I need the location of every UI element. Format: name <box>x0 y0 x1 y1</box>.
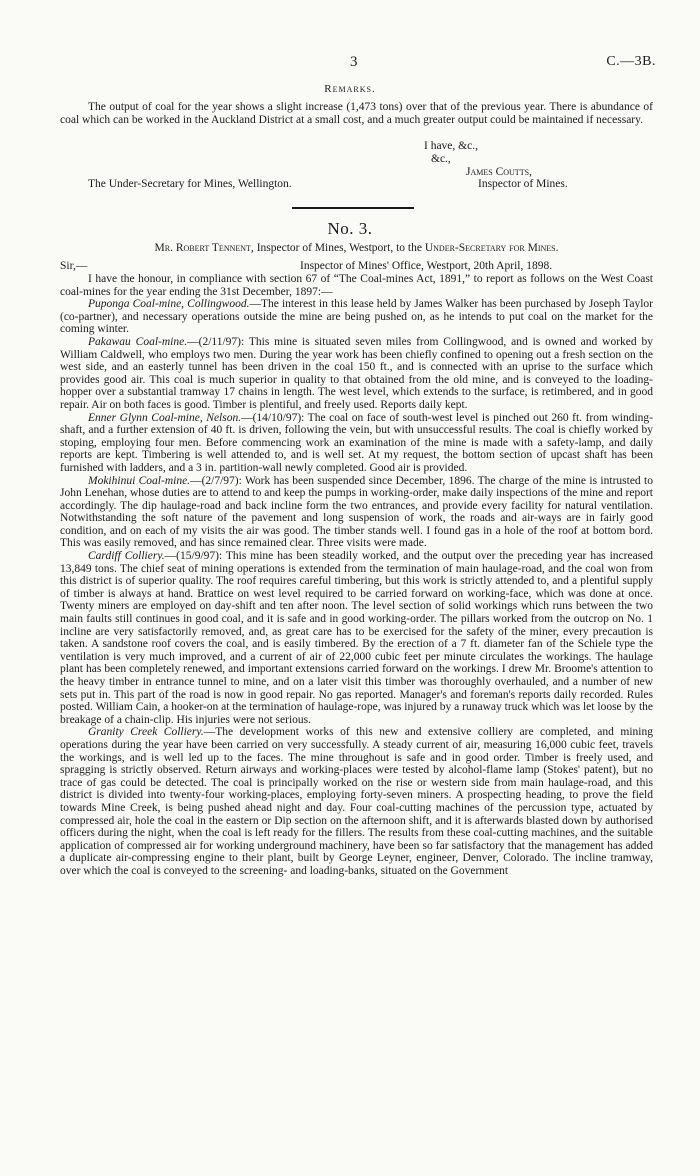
mine-text: —(2/7/97): Work has been suspended since December, 1896. The charge of the mine is intrusted to John Lenehan, whose duties are to attend to and keep the pumps in working-order, make daily inspections of the mine and report accordingly. The dip haulage-road and back incline form the two entrances, and provide every facility for natural ventilation. Notwithstanding the soft nature of the pavement and long suspension of work, the roads and air-ways are in fairly good condition, and on each of my visits the air was good. The timber stands well. I found gas in a hole of the roof at bottom bord. This was easily removed, and has since remained clear. Three visits were made. <box>60 474 653 550</box>
page-number: 3 <box>350 54 358 70</box>
mine-paragraph <box>60 475 653 551</box>
mine-name: Pakawau Coal-mine. <box>88 335 188 348</box>
mine-text: —The development works of this new and extensive colliery are completed, and mining operations during the year have been carried on very successfully. A steady current of air, measuring 16,000 cubic feet, travels the workings, and is well led up to the faces. The mine throughout is safe and in good order. Timber is freely used, and spragging is strictly observed. Return airways and working-places were tested by alcohol-flame lamp (Stokes' patent), but no trace of gas could be detected. The coal is principally worked on the rise or western side from main haulage-road, and this district is divided into twenty-four working-places, employing forty-seven miners. A prospecting heading, to prove the field towards Mine Creek, is being pushed ahead night and day. Four coal-cutting machines of the percussion type, actuated by compressed air, hole the coal in the eastern or Dip section on the afternoon shift, and it is afterwards blasted down by authorised officers during the night, when the coal is left ready for the fillers. The results from these coal-cutting machines, and the suitable application of compressed air for working underground machinery, have been so far satisfactory that the management has added a duplicate air-compressing engine to their plant, built by George Leyner, engineer, Denver, Colorado. The incline tramway, over which the coal is conveyed to the screening- and loading-banks, situated on the Government <box>60 726 653 877</box>
mine-text: —The interest in this lease held by James Walker has been purchased by Joseph Taylor (co-partner), and necessary operations outside the mine are being pushed on, as he intends to put coal on the market for the coming winter. <box>60 298 653 336</box>
mine-paragraph <box>60 298 653 336</box>
remarks-paragraph: The output of coal for the year shows a slight increase (1,473 tons) over that of the previous year. There is abundance of coal which can be worked in the Auckland District at a small cost, and a much greater output could be maintained if necessary. <box>60 101 653 126</box>
report-intro: I have the honour, in compliance with section 67 of “The Coal-mines Act, 1891,” to report as follows on the West Coast coal-mines for the year ending the 31st December, 1897:— <box>60 273 653 298</box>
addressee: The Under-Secretary for Mines, Wellington. <box>88 178 292 190</box>
from-rest: Inspector of Mines, Westport, to the <box>253 242 425 254</box>
salutation: Sir,— <box>60 260 88 272</box>
mine-name: Enner Glynn Coal-mine, Nelson. <box>88 411 242 424</box>
closing-line-2: &c., <box>431 153 451 165</box>
report-number: No. 3. <box>327 219 373 238</box>
mine-name: Cardiff Colliery. <box>88 550 165 563</box>
mine-text: —(2/11/97): This mine is situated seven miles from Collingwood, and is owned and worked by William Caldwell, who employs two men. During the year work has been chiefly confined to opening out a fresh section on the west side, and an easterly tunnel has been driven in the coal 150 ft., and is connected with an uprise to the surface which provides good air. This coal is much superior in quality to that obtained from the old mine, and is conveyed to the loading-hopper over a substantial tramway 17 chains in length. The west level, which extends to the surface, is retimbered, and in good repair. Air on both faces is good. Timber is plentiful, and freely used. Reports daily kept. <box>60 335 653 411</box>
mine-paragraph <box>60 726 653 877</box>
office-and-date: Inspector of Mines' Office, Westport, 20th April, 1898. <box>300 260 553 272</box>
report-address-line <box>60 242 653 255</box>
signatory-name: James Coutts, <box>466 166 532 178</box>
mine-name: Mokihinui Coal-mine. <box>88 474 191 487</box>
mine-text: —(14/10/97): The coal on face of south-west level is pinched out 260 ft. from winding-shaft, and a further extension of 40 ft. is driven, following the vein, but with unsuccessful results. The coal is chiefly worked by stoping, employing four men. Before commencing work an examination of the mine is made with a safety-lamp, and daily reports are kept. Timbering is well attended to, and is well set. At my request, the bottom section of upcast shaft has been furnished with ladders, and a 3 in. partition-wall newly completed. Good air is provided. <box>60 411 653 474</box>
mine-paragraph <box>60 550 653 726</box>
to-name: Under-Secretary for Mines. <box>424 242 559 254</box>
remarks-heading: Remarks. <box>324 83 376 95</box>
report-body <box>60 273 653 878</box>
mine-text: —(15/9/97): This mine has been steadily worked, and the output over the preceding year has increased 13,849 tons. The chief seat of mining operations is extended from the termination of main haulage-road, and the coal won from this district is of superior quality. The roof requires careful timbering, but this work is strictly attended to, and a plentiful supply of timber is always at hand. Brattice on west level required to be carried forward on working-face, which was done at once. Twenty miners are employed on day-shift and ten after noon. The level section of solid workings which runs between the two main faults still continues in good coal, and it is safe and in good working-order. The pillars worked from the outcrop on No. 1 incline are very satisfactorily removed, and, as great care has to be exercised for the safety of the miner, every precaution is taken. A sandstone roof covers the coal, and is easily timbered. By the erection of a 7 ft. diameter fan of the Schiele type the ventilation is very much improved, and a current of air of 22,000 cubic feet per minute circulates the workings. The haulage plant has been completely renewed, and important extensions carried forward on the workings. I drew Mr. Broome's attention to the heavy timber in entrance tunnel to mine, and on a later visit this timber was thoroughly overhauled, and a number of new sets put in. This part of the road is now in good repair. No gas reported. Manager's and foreman's reports daily recorded. Rules posted. William Cain, a hooker-on at the termination of haulage-rope, was injured by a runaway truck which was let loose by the breakage of a chain-clip. His injuries were not serious. <box>60 550 654 726</box>
mine-paragraph <box>60 412 653 475</box>
mine-paragraph <box>60 336 653 412</box>
mine-name: Granity Creek Colliery. <box>88 726 204 739</box>
signatory-title: Inspector of Mines. <box>478 178 568 190</box>
section-divider <box>292 207 414 209</box>
mine-name: Puponga Coal-mine, Collingwood. <box>88 298 250 311</box>
page-code: C.—3B. <box>606 54 656 69</box>
closing-line-1: I have, &c., <box>424 140 478 152</box>
from-name: Mr. Robert Tennent, <box>154 242 254 254</box>
